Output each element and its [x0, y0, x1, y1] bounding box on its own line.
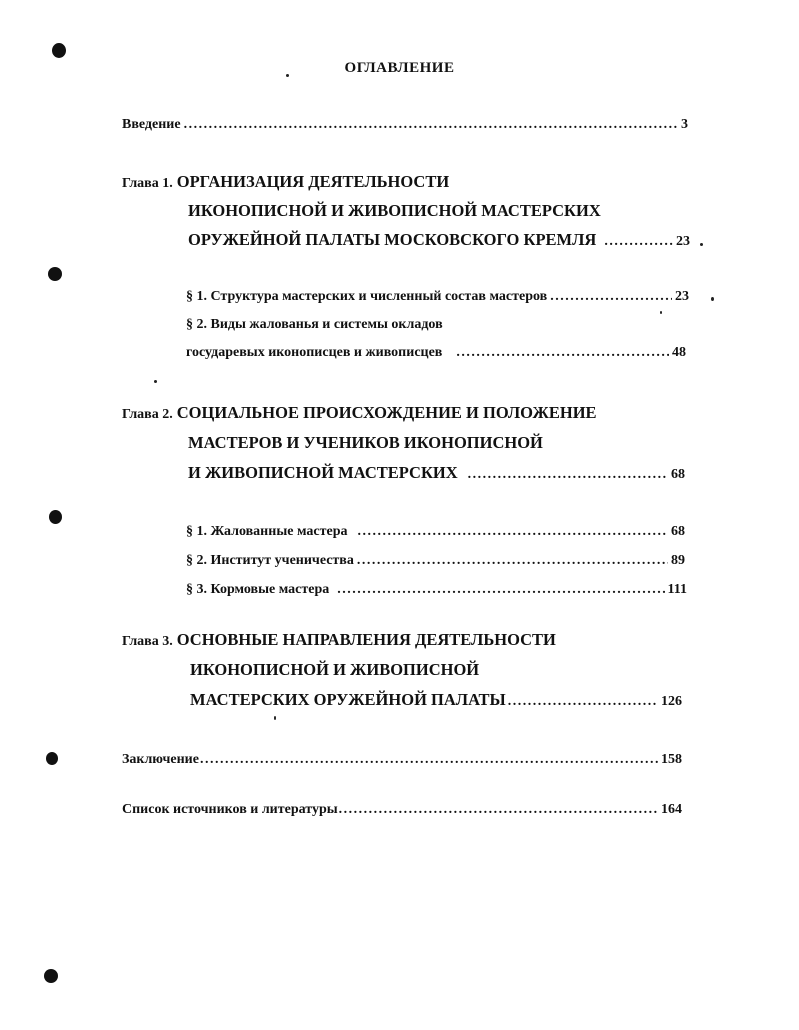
dot-leader — [550, 289, 672, 305]
chapter-title-line: И ЖИВОПИСНОЙ МАСТЕРСКИХ — [188, 463, 458, 482]
toc-page-number: 158 — [661, 752, 682, 767]
chapter-1-heading — [122, 172, 449, 192]
binder-hole-mark — [48, 267, 62, 281]
dot-leader — [358, 524, 669, 540]
toc-entry-section — [186, 582, 687, 604]
chapter-prefix: Глава 2. — [122, 407, 173, 422]
chapter-title-line: СОЦИАЛЬНОЕ ПРОИСХОЖДЕНИЕ И ПОЛОЖЕНИЕ — [176, 403, 597, 422]
scan-speck — [274, 716, 276, 720]
binder-hole-mark — [52, 43, 66, 58]
toc-entry-chapter-2 — [188, 463, 685, 485]
toc-entry-label: § 2. Институт ученичества — [186, 553, 354, 568]
binder-hole-mark — [46, 752, 58, 765]
toc-entry-label: Список источников и литературы — [122, 802, 338, 817]
toc-page-number: 3 — [681, 117, 688, 132]
toc-page-number: 48 — [672, 345, 686, 360]
toc-entry-label: § 1. Жалованные мастера — [186, 524, 348, 539]
toc-page-number: 23 — [676, 234, 690, 249]
toc-entry-label: § 3. Кормовые мастера — [186, 582, 330, 597]
chapter-title-line: МАСТЕРОВ И УЧЕНИКОВ ИКОНОПИСНОЙ — [188, 433, 543, 452]
chapter-title-line: ИКОНОПИСНОЙ И ЖИВОПИСНОЙ МАСТЕРСКИХ — [188, 201, 601, 220]
toc-entry-section — [186, 289, 689, 311]
chapter-2-heading — [122, 403, 597, 423]
toc-entry-conclusion — [122, 752, 682, 774]
toc-page-number: 23 — [675, 289, 689, 304]
toc-page-number: 89 — [671, 553, 685, 568]
toc-entry-sources — [122, 802, 682, 824]
toc-entry-intro — [122, 117, 688, 139]
page-title: ОГЛАВЛЕНИЕ — [344, 60, 455, 76]
toc-page-number: 126 — [661, 694, 682, 709]
toc-page-number: 68 — [671, 524, 685, 539]
binder-hole-mark — [44, 969, 58, 983]
dot-leader — [339, 802, 658, 818]
toc-page-number: 111 — [667, 582, 687, 597]
dot-leader — [456, 345, 669, 361]
dot-leader — [508, 694, 658, 710]
toc-entry-chapter-1 — [188, 230, 690, 252]
toc-entry-label: Заключение — [122, 752, 199, 767]
dot-leader — [604, 234, 673, 250]
dot-leader — [337, 582, 664, 598]
toc-entry-section — [186, 345, 686, 367]
scan-speck — [660, 311, 662, 314]
dot-leader — [200, 752, 658, 768]
toc-entry-label: § 2. Виды жалованья и системы окладов — [186, 317, 443, 332]
scan-speck — [154, 380, 157, 383]
toc-entry-label: Введение — [122, 117, 181, 132]
dot-leader — [357, 553, 668, 569]
dot-leader — [184, 117, 678, 133]
chapter-title-line: ОСНОВНЫЕ НАПРАВЛЕНИЯ ДЕЯТЕЛЬНОСТИ — [176, 630, 556, 649]
toc-entry-chapter-3 — [190, 690, 682, 712]
chapter-3-heading — [122, 630, 556, 650]
scan-speck — [711, 297, 714, 301]
scan-speck — [700, 243, 703, 246]
toc-page-number: 68 — [671, 467, 685, 482]
chapter-prefix: Глава 3. — [122, 634, 173, 649]
binder-hole-mark — [49, 510, 62, 524]
toc-page-number: 164 — [661, 802, 682, 817]
chapter-title-line: ИКОНОПИСНОЙ И ЖИВОПИСНОЙ — [190, 660, 480, 679]
toc-entry-section — [186, 553, 685, 575]
dot-leader — [468, 467, 668, 483]
chapter-prefix: Глава 1. — [122, 176, 173, 191]
toc-entry-label: § 1. Структура мастерских и численный состав мастеров — [186, 289, 548, 304]
chapter-title-line: ОРУЖЕЙНОЙ ПАЛАТЫ МОСКОВСКОГО КРЕМЛЯ — [188, 230, 597, 249]
toc-entry-label: государевых иконописцев и живописцев — [186, 345, 443, 360]
toc-entry-section — [186, 524, 685, 546]
chapter-title-line: МАСТЕРСКИХ ОРУЖЕЙНОЙ ПАЛАТЫ — [190, 690, 506, 709]
chapter-title-line: ОРГАНИЗАЦИЯ ДЕЯТЕЛЬНОСТИ — [176, 172, 450, 191]
